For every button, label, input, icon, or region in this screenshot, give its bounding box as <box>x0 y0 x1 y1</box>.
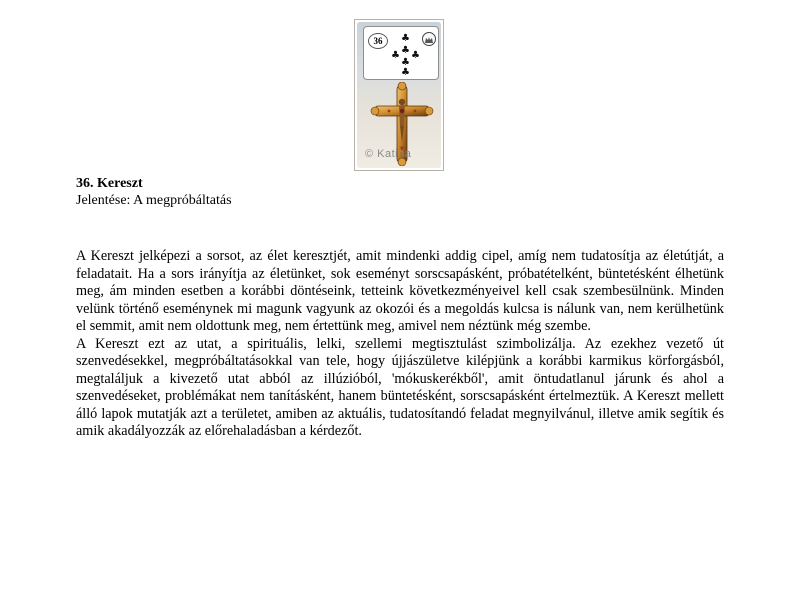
club-icon: ♣ <box>391 50 400 61</box>
club-icon: ♣ <box>401 33 410 44</box>
description-paragraph: A Kereszt jelképezi a sorsot, az élet keresztjét, amit mindenki addig cipel, amíg nem tudatosítja az életútját, a feladatait. Ha a sors irányítja az életünket, sok eseményt sorscsapásként, próbatételként, büntetésként élhetünk meg, ám minden esetben a korábbi döntéseink, tetteink következményeivel kell csak szembesülnünk. Minden velünk történő eseménynek mi magunk vagyunk az okozói és a megoldás kulcsa is nálunk van, nem kerülhetünk el semmit, amit nem oldottunk meg, nem értettünk meg, amivel nem néztünk még szembe. <box>76 248 724 334</box>
card-description <box>76 248 724 441</box>
card-meaning: Jelentése: A megpróbáltatás <box>76 193 232 208</box>
club-icon: ♣ <box>401 57 410 68</box>
card-background <box>357 22 441 168</box>
card-title: 36. Kereszt <box>76 176 143 191</box>
club-icon: ♣ <box>401 67 410 78</box>
king-icon <box>422 32 436 46</box>
club-icon: ♣ <box>411 50 420 61</box>
description-paragraph: A Kereszt ezt az utat, a spirituális, lelki, szellemi megtisztulást szimbolizálja. Az ezekhez vezető út szenvedésekkel, megpróbáltatásokkal van tele, hogy újjászületve kilépjünk a korábbi karmikus körforgásból, megtaláljuk a kivezető utat abból az illúzióból, 'mókuskerékből', amit öntudatlanul járunk és ahol a szenvedéseket, problémákat nem tanításként, hanem büntetésként, sorscsapásként értelmeztük. A Kereszt mellett álló lapok mutatják azt a területet, amiben az aktuális, tudatosítandó feladat megnyilvánul, illetve amik segítik és amik akadályozzák az előrehaladásban a kérdezőt. <box>76 335 724 439</box>
card-number: 36 <box>368 33 388 49</box>
club-icon: ♣ <box>401 45 410 56</box>
card-top-panel <box>363 26 439 80</box>
card-watermark: © Katina <box>365 148 412 160</box>
card-image <box>354 19 444 171</box>
king-icon-drawing <box>423 34 435 46</box>
